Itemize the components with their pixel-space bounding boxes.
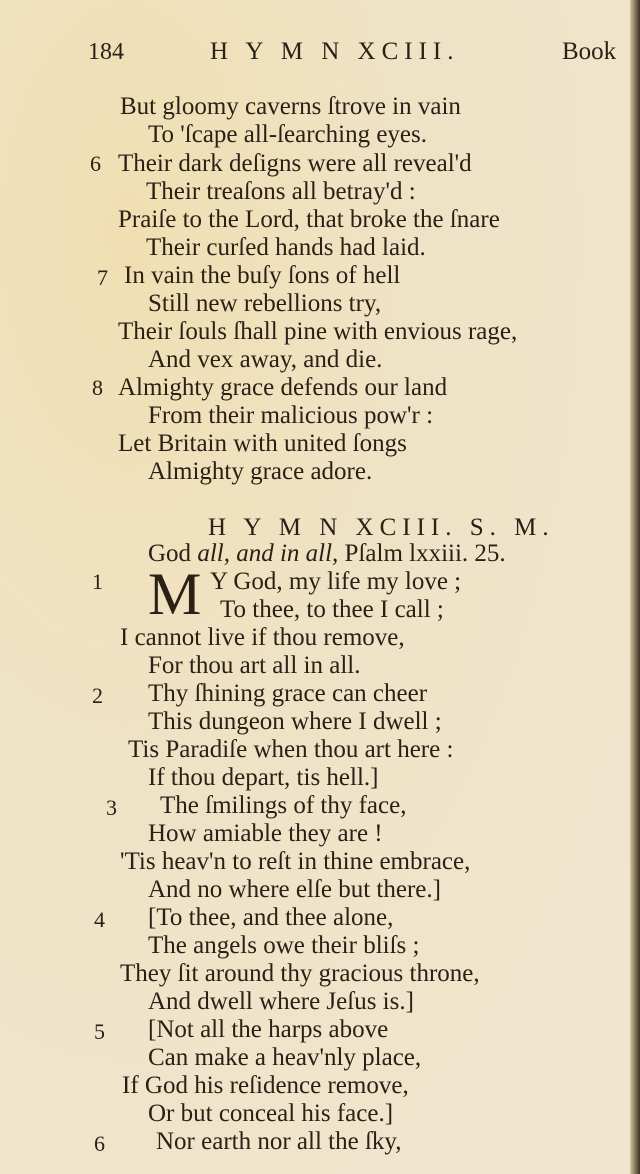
- verse-line: Let Britain with united ſongs: [118, 430, 407, 457]
- verse-line: And no where elſe but there.]: [148, 876, 441, 903]
- stanza-number: 6: [90, 151, 101, 176]
- subtitle-reference: Pſalm lxxiii. 25.: [338, 540, 506, 567]
- verse-line: Praiſe to the Lord, that broke the ſnare: [118, 206, 500, 233]
- verse-line: Thy ſhining grace can cheer: [148, 680, 428, 707]
- verse-line: Tis Paradiſe when thou art here :: [128, 736, 454, 763]
- verse-line: [Not all the harps above: [148, 1016, 389, 1043]
- hymn-heading: H Y M N XCIII. S. M.: [208, 514, 555, 541]
- book-gutter-shadow: [630, 0, 640, 1174]
- verse-line: Y God, my life my love ;: [210, 568, 462, 595]
- stanza-number: 2: [92, 683, 103, 708]
- verse-line: If God his reſidence remove,: [122, 1072, 409, 1099]
- verse-line: They ſit around thy gracious throne,: [120, 960, 480, 987]
- verse-line: From their malicious pow'r :: [148, 402, 434, 429]
- stanza-number: 5: [94, 1019, 105, 1044]
- stanza-number: 4: [94, 907, 105, 932]
- verse-line: Almighty grace defends our land: [118, 374, 448, 401]
- verse-line: How amiable they are !: [148, 820, 383, 847]
- verse-line: This dungeon where I dwell ;: [148, 708, 442, 735]
- verse-line: And dwell where Jeſus is.]: [148, 988, 414, 1015]
- stanza-number: 6: [94, 1131, 105, 1156]
- verse-line: The angels owe their bliſs ;: [148, 932, 420, 959]
- drop-capital: M: [148, 561, 202, 627]
- verse-line: Still new rebellions try,: [148, 290, 382, 317]
- subtitle-italic: all, and in all,: [197, 540, 339, 567]
- verse-line: I cannot live if thou remove,: [120, 624, 405, 651]
- stanza-number: 7: [97, 265, 108, 290]
- page-number: 184: [88, 39, 124, 65]
- verse-line: But gloomy caverns ſtrove in vain: [120, 93, 461, 120]
- running-book-word: Book: [562, 38, 617, 65]
- verse-line: 'Tis heav'n to reſt in thine embrace,: [120, 848, 471, 875]
- subtitle-plain: God: [148, 540, 198, 567]
- running-title: H Y M N XCIII.: [210, 38, 460, 65]
- verse-line: To 'ſcape all-ſearching eyes.: [148, 121, 428, 148]
- verse-line: The ſmilings of thy face,: [160, 792, 407, 819]
- verse-line: If thou depart, tis hell.]: [148, 764, 379, 791]
- verse-line: In vain the buſy ſons of hell: [124, 262, 401, 289]
- verse-line: Almighty grace adore.: [148, 458, 373, 485]
- verse-line: Their ſouls ſhall pine with envious rage,: [118, 318, 518, 345]
- verse-line: Or but conceal his face.]: [148, 1100, 394, 1127]
- hymn-subtitle: [148, 540, 506, 568]
- stanza-number: 3: [106, 795, 117, 820]
- verse-line: Nor earth nor all the ſky,: [156, 1128, 402, 1155]
- verse-line: Their curſed hands had laid.: [146, 234, 426, 261]
- verse-line: Their treaſons all betray'd :: [146, 178, 416, 205]
- stanza-number: 8: [92, 375, 103, 400]
- verse-line: To thee, to thee I call ;: [220, 596, 444, 623]
- verse-line: Can make a heav'nly place,: [148, 1044, 422, 1071]
- verse-line: And vex away, and die.: [148, 346, 383, 373]
- stanza-number: 1: [92, 569, 103, 594]
- verse-line: For thou art all in all.: [148, 652, 361, 679]
- verse-line: Their dark deſigns were all reveal'd: [118, 150, 472, 177]
- verse-line: [To thee, and thee alone,: [148, 904, 394, 931]
